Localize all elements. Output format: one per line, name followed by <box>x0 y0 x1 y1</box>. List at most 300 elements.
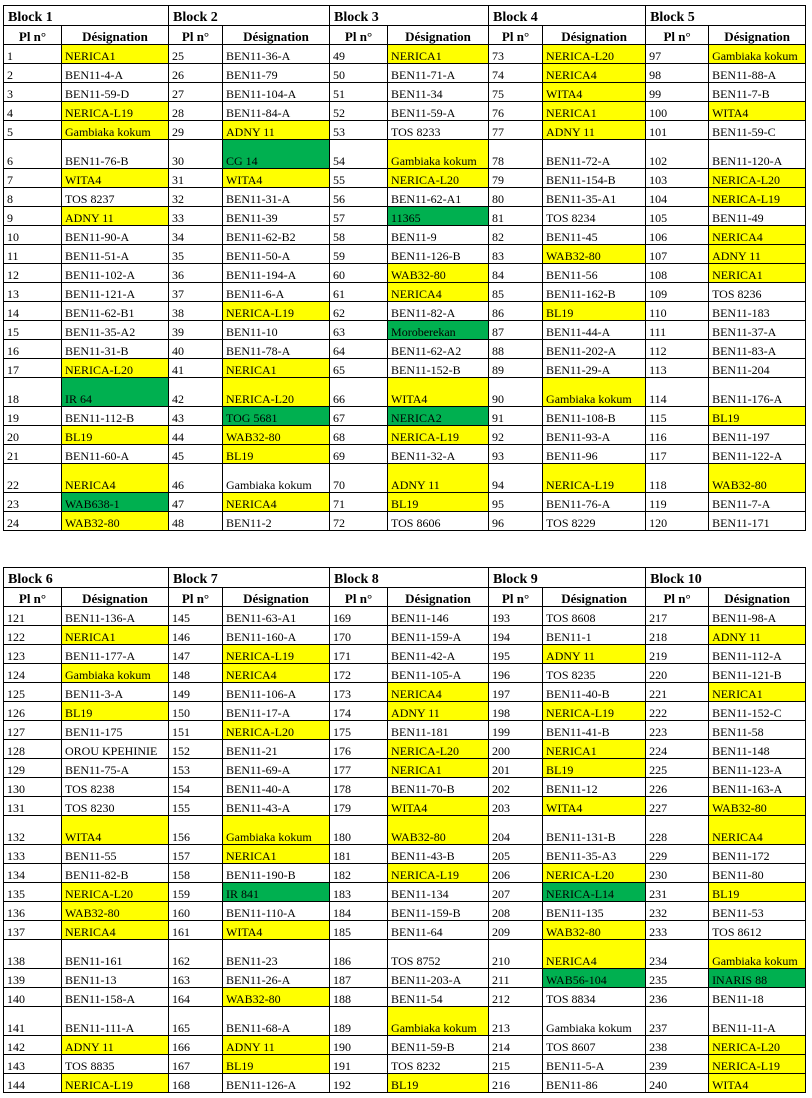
variety-designation: BEN11-176-A <box>709 378 806 407</box>
variety-designation: BEN11-62-A1 <box>388 188 489 207</box>
variety-designation: BEN11-35-A1 <box>543 188 646 207</box>
table-row <box>4 264 806 283</box>
variety-designation: WITA4 <box>223 169 330 188</box>
variety-designation: BEN11-79 <box>223 64 330 83</box>
table-row <box>4 721 806 740</box>
variety-designation: TOS 8232 <box>388 1055 489 1074</box>
plot-number: 6 <box>4 140 62 169</box>
plot-number: 197 <box>489 683 543 702</box>
variety-designation: BEN11-159-A <box>388 626 489 645</box>
plot-number-header: Pl n° <box>169 588 223 607</box>
plot-number: 184 <box>330 902 388 921</box>
variety-designation: 11365 <box>388 207 489 226</box>
plot-number: 211 <box>489 969 543 988</box>
variety-designation: WITA4 <box>543 83 646 102</box>
plot-number: 14 <box>4 302 62 321</box>
plot-number: 29 <box>169 121 223 140</box>
plot-number: 213 <box>489 1007 543 1036</box>
variety-designation: BEN11-136-A <box>62 607 169 626</box>
plot-number: 188 <box>330 988 388 1007</box>
plot-number: 112 <box>646 340 709 359</box>
designation-header: Désignation <box>543 26 646 45</box>
variety-designation: BEN11-35-A3 <box>543 845 646 864</box>
variety-designation: BEN11-64 <box>388 921 489 940</box>
table-row <box>4 740 806 759</box>
plot-number: 79 <box>489 169 543 188</box>
designation-header: Désignation <box>543 588 646 607</box>
variety-designation: BEN11-106-A <box>223 683 330 702</box>
variety-designation: BEN11-82-A <box>388 302 489 321</box>
variety-designation: BEN11-10 <box>223 321 330 340</box>
designation-header: Désignation <box>709 588 806 607</box>
plot-number: 81 <box>489 207 543 226</box>
variety-designation: BEN11-96 <box>543 445 646 464</box>
plot-number: 57 <box>330 207 388 226</box>
plot-number: 59 <box>330 245 388 264</box>
table-row <box>4 378 806 407</box>
variety-designation: INARIS 88 <box>709 969 806 988</box>
plot-number: 32 <box>169 188 223 207</box>
variety-designation: Gambiaka kokum <box>223 464 330 493</box>
variety-designation: TOS 8835 <box>62 1055 169 1074</box>
plot-number: 193 <box>489 607 543 626</box>
plot-number: 209 <box>489 921 543 940</box>
variety-designation: BEN11-44-A <box>543 321 646 340</box>
plot-number: 63 <box>330 321 388 340</box>
plot-number: 219 <box>646 645 709 664</box>
variety-designation: BEN11-181 <box>388 721 489 740</box>
table-row <box>4 816 806 845</box>
plot-number: 196 <box>489 664 543 683</box>
plot-number: 38 <box>169 302 223 321</box>
variety-designation: TOG 5681 <box>223 407 330 426</box>
designation-header: Désignation <box>709 26 806 45</box>
variety-designation: BL19 <box>709 883 806 902</box>
variety-designation: BEN11-7-B <box>709 83 806 102</box>
plot-number: 220 <box>646 664 709 683</box>
variety-designation: IR 64 <box>62 378 169 407</box>
variety-designation: BEN11-42-A <box>388 645 489 664</box>
plot-number: 127 <box>4 721 62 740</box>
plot-number: 101 <box>646 121 709 140</box>
plot-number-header: Pl n° <box>4 26 62 45</box>
block-title: Block 7 <box>169 568 330 588</box>
plot-number: 148 <box>169 664 223 683</box>
variety-designation: BEN11-104-A <box>223 83 330 102</box>
plot-number: 1 <box>4 45 62 64</box>
variety-designation: BEN11-43-A <box>223 797 330 816</box>
variety-designation: BEN11-58 <box>709 721 806 740</box>
table-row <box>4 645 806 664</box>
variety-designation: BEN11-41-B <box>543 721 646 740</box>
table-row <box>4 778 806 797</box>
variety-designation: BEN11-78-A <box>223 340 330 359</box>
table-row <box>4 340 806 359</box>
variety-designation: WAB32-80 <box>388 816 489 845</box>
variety-designation: BEN11-152-B <box>388 359 489 378</box>
plot-number: 116 <box>646 426 709 445</box>
variety-designation: BL19 <box>223 1055 330 1074</box>
table-row <box>4 1055 806 1074</box>
plot-number: 5 <box>4 121 62 140</box>
variety-designation: NERICA1 <box>388 45 489 64</box>
plot-number: 179 <box>330 797 388 816</box>
variety-designation: BEN11-108-B <box>543 407 646 426</box>
plot-number: 218 <box>646 626 709 645</box>
plot-number: 238 <box>646 1036 709 1055</box>
variety-designation: BEN11-68-A <box>223 1007 330 1036</box>
variety-designation: WITA4 <box>543 797 646 816</box>
variety-designation: WAB32-80 <box>709 797 806 816</box>
variety-designation: WAB32-80 <box>62 902 169 921</box>
variety-designation: BEN11-203-A <box>388 969 489 988</box>
variety-designation: BEN11-172 <box>709 845 806 864</box>
variety-designation: NERICA-L20 <box>543 45 646 64</box>
plot-number: 80 <box>489 188 543 207</box>
plot-number: 161 <box>169 921 223 940</box>
plot-number: 142 <box>4 1036 62 1055</box>
plot-number: 237 <box>646 1007 709 1036</box>
variety-designation: TOS 8606 <box>388 512 489 531</box>
variety-designation: TOS 8752 <box>388 940 489 969</box>
variety-designation: Gambiaka kokum <box>62 664 169 683</box>
variety-designation: NERICA1 <box>543 740 646 759</box>
plot-number: 159 <box>169 883 223 902</box>
plot-number: 12 <box>4 264 62 283</box>
variety-designation: NERICA-L20 <box>223 721 330 740</box>
plot-number: 4 <box>4 102 62 121</box>
variety-designation: NERICA-L20 <box>223 378 330 407</box>
plot-number: 95 <box>489 493 543 512</box>
variety-designation: ADNY 11 <box>223 1036 330 1055</box>
variety-designation: BEN11-31-A <box>223 188 330 207</box>
plot-number: 2 <box>4 64 62 83</box>
plot-number: 41 <box>169 359 223 378</box>
variety-designation: NERICA1 <box>62 626 169 645</box>
variety-designation: NERICA-L19 <box>62 102 169 121</box>
variety-designation: TOS 8612 <box>709 921 806 940</box>
plot-number: 72 <box>330 512 388 531</box>
plot-number: 90 <box>489 378 543 407</box>
variety-designation: BEN11-17-A <box>223 702 330 721</box>
variety-designation: BEN11-70-B <box>388 778 489 797</box>
plot-number: 78 <box>489 140 543 169</box>
plot-number: 215 <box>489 1055 543 1074</box>
variety-designation: BEN11-93-A <box>543 426 646 445</box>
plot-number: 229 <box>646 845 709 864</box>
variety-designation: WITA4 <box>709 1074 806 1093</box>
plot-number: 17 <box>4 359 62 378</box>
variety-designation: BEN11-18 <box>709 988 806 1007</box>
plot-number: 104 <box>646 188 709 207</box>
plot-number: 233 <box>646 921 709 940</box>
plot-number: 52 <box>330 102 388 121</box>
plot-number: 120 <box>646 512 709 531</box>
variety-designation: BEN11-86 <box>543 1074 646 1093</box>
variety-designation: BEN11-40-A <box>223 778 330 797</box>
plot-number: 124 <box>4 664 62 683</box>
variety-designation: BEN11-76-A <box>543 493 646 512</box>
variety-designation: OROU KPEHINIE <box>62 740 169 759</box>
plot-number: 236 <box>646 988 709 1007</box>
plot-number: 149 <box>169 683 223 702</box>
plot-number: 137 <box>4 921 62 940</box>
block-title: Block 6 <box>4 568 169 588</box>
plot-number: 174 <box>330 702 388 721</box>
table-row <box>4 102 806 121</box>
variety-designation: BEN11-45 <box>543 226 646 245</box>
variety-designation: ADNY 11 <box>709 626 806 645</box>
variety-designation: BEN11-121-A <box>62 283 169 302</box>
variety-designation: BEN11-111-A <box>62 1007 169 1036</box>
plot-number: 140 <box>4 988 62 1007</box>
plot-number: 225 <box>646 759 709 778</box>
variety-designation: ADNY 11 <box>62 207 169 226</box>
designation-header: Désignation <box>388 26 489 45</box>
variety-designation: IR 841 <box>223 883 330 902</box>
plot-number: 192 <box>330 1074 388 1093</box>
plot-number: 91 <box>489 407 543 426</box>
plot-number: 107 <box>646 245 709 264</box>
variety-designation: BEN11-29-A <box>543 359 646 378</box>
plot-number: 224 <box>646 740 709 759</box>
plot-number: 151 <box>169 721 223 740</box>
plot-number: 113 <box>646 359 709 378</box>
variety-designation: NERICA4 <box>62 921 169 940</box>
variety-designation: BEN11-98-A <box>709 607 806 626</box>
variety-designation: BEN11-62-A2 <box>388 340 489 359</box>
variety-designation: NERICA4 <box>543 64 646 83</box>
variety-designation: NERICA-L19 <box>709 1055 806 1074</box>
plot-number: 109 <box>646 283 709 302</box>
plot-number: 156 <box>169 816 223 845</box>
plot-number: 31 <box>169 169 223 188</box>
variety-designation: TOS 8235 <box>543 664 646 683</box>
plot-number: 50 <box>330 64 388 83</box>
plot-number: 205 <box>489 845 543 864</box>
variety-designation: BEN11-161 <box>62 940 169 969</box>
variety-designation: ADNY 11 <box>543 645 646 664</box>
variety-designation: BEN11-194-A <box>223 264 330 283</box>
block-title: Block 1 <box>4 6 169 26</box>
variety-designation: BEN11-1 <box>543 626 646 645</box>
table-row <box>4 45 806 64</box>
variety-designation: BEN11-40-B <box>543 683 646 702</box>
plot-number: 47 <box>169 493 223 512</box>
variety-designation: WAB32-80 <box>543 921 646 940</box>
plot-number: 89 <box>489 359 543 378</box>
variety-designation: BEN11-163-A <box>709 778 806 797</box>
table-row <box>4 759 806 778</box>
plot-number: 164 <box>169 988 223 1007</box>
variety-designation: NERICA4 <box>388 283 489 302</box>
variety-designation: NERICA1 <box>223 359 330 378</box>
variety-designation: BEN11-175 <box>62 721 169 740</box>
table-row <box>4 683 806 702</box>
variety-designation: Gambiaka kokum <box>388 140 489 169</box>
variety-designation: BEN11-59-B <box>388 1036 489 1055</box>
variety-designation: BEN11-36-A <box>223 45 330 64</box>
plot-number: 195 <box>489 645 543 664</box>
plot-number: 71 <box>330 493 388 512</box>
variety-designation: BEN11-23 <box>223 940 330 969</box>
variety-designation: Gambiaka kokum <box>709 45 806 64</box>
variety-designation: TOS 8229 <box>543 512 646 531</box>
variety-designation: BL19 <box>543 759 646 778</box>
plot-number: 58 <box>330 226 388 245</box>
table-row <box>4 83 806 102</box>
plot-number: 100 <box>646 102 709 121</box>
variety-designation: WAB32-80 <box>388 264 489 283</box>
variety-designation: BEN11-75-A <box>62 759 169 778</box>
variety-designation: ADNY 11 <box>223 121 330 140</box>
designation-header: Désignation <box>62 26 169 45</box>
plot-number: 232 <box>646 902 709 921</box>
variety-designation: BEN11-82-B <box>62 864 169 883</box>
variety-designation: BEN11-43-B <box>388 845 489 864</box>
plot-number: 37 <box>169 283 223 302</box>
plot-number: 169 <box>330 607 388 626</box>
variety-designation: BEN11-55 <box>62 845 169 864</box>
plot-number: 69 <box>330 445 388 464</box>
table-row <box>4 988 806 1007</box>
plot-number: 13 <box>4 283 62 302</box>
plot-number: 25 <box>169 45 223 64</box>
plot-number: 147 <box>169 645 223 664</box>
table-row <box>4 845 806 864</box>
plot-number: 189 <box>330 1007 388 1036</box>
plot-number: 202 <box>489 778 543 797</box>
variety-designation: NERICA-L20 <box>709 1036 806 1055</box>
variety-designation: TOS 8608 <box>543 607 646 626</box>
plot-number: 223 <box>646 721 709 740</box>
plot-number: 30 <box>169 140 223 169</box>
variety-designation: NERICA2 <box>388 407 489 426</box>
table-row <box>4 169 806 188</box>
plot-number: 178 <box>330 778 388 797</box>
plot-number: 204 <box>489 816 543 845</box>
plot-number: 131 <box>4 797 62 816</box>
variety-designation: NERICA4 <box>388 683 489 702</box>
table-row <box>4 445 806 464</box>
variety-designation: NERICA1 <box>62 45 169 64</box>
variety-designation: BEN11-69-A <box>223 759 330 778</box>
plot-number: 181 <box>330 845 388 864</box>
variety-designation: WAB56-104 <box>543 969 646 988</box>
variety-designation: NERICA-L19 <box>62 1074 169 1093</box>
table-row <box>4 359 806 378</box>
plot-number: 65 <box>330 359 388 378</box>
variety-designation: NERICA-L19 <box>223 302 330 321</box>
plot-number: 111 <box>646 321 709 340</box>
table-row <box>4 969 806 988</box>
plot-number-header: Pl n° <box>646 26 709 45</box>
variety-designation: BEN11-59-D <box>62 83 169 102</box>
variety-designation: TOS 8230 <box>62 797 169 816</box>
table-row <box>4 226 806 245</box>
plot-number: 19 <box>4 407 62 426</box>
variety-designation: CG 14 <box>223 140 330 169</box>
variety-designation: BEN11-123-A <box>709 759 806 778</box>
plot-number: 9 <box>4 207 62 226</box>
variety-designation: BEN11-148 <box>709 740 806 759</box>
plot-number: 221 <box>646 683 709 702</box>
variety-designation: BEN11-39 <box>223 207 330 226</box>
plot-number: 165 <box>169 1007 223 1036</box>
field-layout-table-blocks-1-5 <box>3 5 806 531</box>
plot-number-header: Pl n° <box>4 588 62 607</box>
plot-number: 227 <box>646 797 709 816</box>
variety-designation: BEN11-102-A <box>62 264 169 283</box>
plot-number: 70 <box>330 464 388 493</box>
variety-designation: BEN11-62-B1 <box>62 302 169 321</box>
plot-number: 180 <box>330 816 388 845</box>
plot-number: 96 <box>489 512 543 531</box>
variety-designation: BEN11-34 <box>388 83 489 102</box>
plot-number: 155 <box>169 797 223 816</box>
plot-number: 75 <box>489 83 543 102</box>
variety-designation: Gambiaka kokum <box>223 816 330 845</box>
variety-designation: BEN11-112-B <box>62 407 169 426</box>
variety-designation: WITA4 <box>388 797 489 816</box>
variety-designation: NERICA4 <box>543 940 646 969</box>
plot-number: 115 <box>646 407 709 426</box>
plot-number: 175 <box>330 721 388 740</box>
variety-designation: BEN11-126-B <box>388 245 489 264</box>
plot-number: 53 <box>330 121 388 140</box>
variety-designation: BEN11-62-B2 <box>223 226 330 245</box>
variety-designation: BEN11-54 <box>388 988 489 1007</box>
plot-number: 226 <box>646 778 709 797</box>
plot-number: 99 <box>646 83 709 102</box>
variety-designation: BEN11-154-B <box>543 169 646 188</box>
designation-header: Désignation <box>62 588 169 607</box>
variety-designation: NERICA4 <box>709 226 806 245</box>
variety-designation: BL19 <box>62 426 169 445</box>
variety-designation: ADNY 11 <box>709 245 806 264</box>
plot-number-header: Pl n° <box>169 26 223 45</box>
variety-designation: BEN11-177-A <box>62 645 169 664</box>
plot-number: 132 <box>4 816 62 845</box>
variety-designation: BEN11-202-A <box>543 340 646 359</box>
variety-designation: TOS 8834 <box>543 988 646 1007</box>
plot-number: 20 <box>4 426 62 445</box>
plot-number: 158 <box>169 864 223 883</box>
variety-designation: BEN11-197 <box>709 426 806 445</box>
plot-number: 8 <box>4 188 62 207</box>
variety-designation: BEN11-83-A <box>709 340 806 359</box>
table-row <box>4 64 806 83</box>
variety-designation: BEN11-51-A <box>62 245 169 264</box>
table-row <box>4 607 806 626</box>
plot-number: 85 <box>489 283 543 302</box>
variety-designation: WAB32-80 <box>223 988 330 1007</box>
variety-designation: BEN11-9 <box>388 226 489 245</box>
plot-number: 18 <box>4 378 62 407</box>
variety-designation: NERICA1 <box>543 102 646 121</box>
variety-designation: BEN11-112-A <box>709 645 806 664</box>
variety-designation: NERICA4 <box>223 664 330 683</box>
variety-designation: NERICA-L20 <box>388 740 489 759</box>
plot-number: 150 <box>169 702 223 721</box>
plot-number: 56 <box>330 188 388 207</box>
plot-number: 82 <box>489 226 543 245</box>
plot-number: 210 <box>489 940 543 969</box>
variety-designation: NERICA-L19 <box>223 645 330 664</box>
plot-number: 3 <box>4 83 62 102</box>
plot-number: 200 <box>489 740 543 759</box>
plot-number: 94 <box>489 464 543 493</box>
